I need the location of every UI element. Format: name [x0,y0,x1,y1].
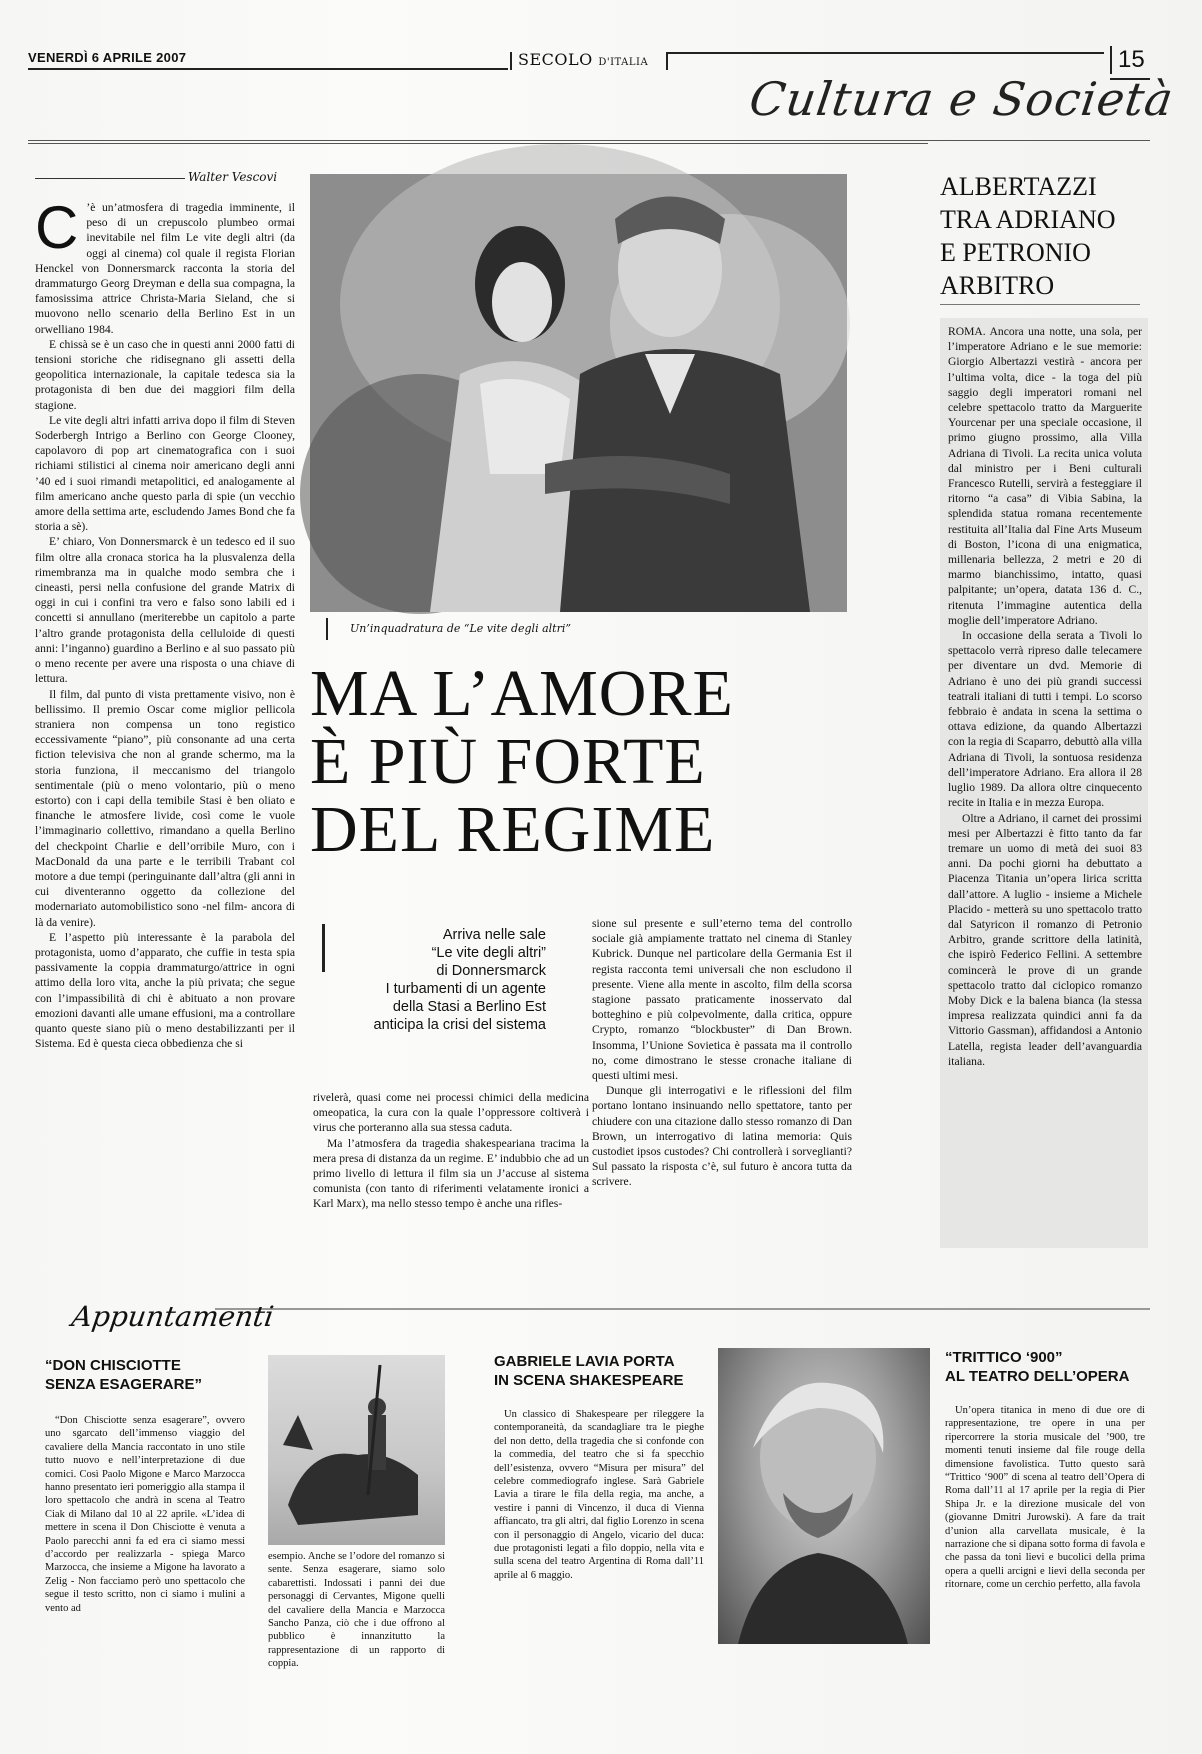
sidebar-headline-line: ALBERTAZZI [940,172,1097,201]
appointment-paragraph: Un’opera titanica in meno di due ore di rappresentazione, tre opere in una per ripercorrere la storia musicale del ’900, tre momenti tenuti insieme dal file rouge della dimensione favolistica. Tutto questo sarà “Trittico ‘900” di scena al teatro dell’Opera di Roma dall’11 al 17 aprile per la regia di Pier Shipa Jr. e la direzione musicale del von (giovanne Dmitri Jurowski). A fare da trait d’union alla carvellata musicale, è la narrazione che si dipana sotto forma di favola e che passa da toni lievi e bucolici della prima opera a quelli arcigni e lievi della seconda per ritornare, come un cerchio perfetto, alla favola [945,1405,1145,1591]
appointment-paragraph: Un classico di Shakespeare per rileggere la contemporaneità, da scandagliare tra le pieghe del non detto, della tragedia che si confonde con la commedia, del teatro che si fa specchio dell’esistenza, ovvero “Misura per misura” del celebre commediografo inglese. Sarà Gabriele Lavia a tirare le fila della regia, ma anche, a vestire i panni di Vincenzo, il duca di Vienna affiancato, tra gli altri, dal figlio Lorenzo in scena con il personaggio di Angelo, vicario del duca: due protagonisti legati a filo doppio, nella vita e sulla scena del teatro Argentina di Roma dall’11 aprile al 6 maggio. [494,1409,704,1581]
don-chisciotte-illustration [268,1355,445,1545]
article-paragraph: Il film, dal punto di vista prettamente visivo, non è bellissimo. Il premio Oscar come miglior pellicola straniera non compensa un tono registico eccessivamente “piano”, più consonante ad una certa fiction televisiva che non al grande schermo, ma la storia funziona, il meccanismo del triangolo sentimentale (più o meno volontario, più o meno estorto) con i capi della temibile Stasi è ben oliato e finanche le atmosfere livide, così come le vuole l’immaginario collettivo, rimandano a quella Berlino del checkpoint Charlie e dell’orribile Muro, con i MacDonald da una parte e le terribili Trabant col motore a due tempi (peringuinante dall’altra (gli anni in cui diventeranno oggetto da collezione del modernariato automobilistico sono -nel film- ancora di là da venire). [35,687,295,929]
deck-line: “Le vite degli altri” [431,945,546,961]
article-paragraph: rivelerà, quasi come nei processi chimici della medicina omeopatica, la cura con la quale l’oppressore coltiverà i virus che porteranno alla sua stessa caduta. [313,1091,589,1135]
byline: Walter Vescovi [188,170,278,184]
deck-line: della Stasi a Berlino Est [392,999,546,1015]
page-number: 15 [1110,46,1145,74]
deck-line: Arriva nelle sale [442,927,546,943]
header-divider-2 [666,52,668,70]
issue-date: VENERDÌ 6 APRILE 2007 [28,50,187,65]
section-rule [28,140,1150,141]
appointment-text-3 [945,1404,1145,1644]
article-paragraph: ’è un’atmosfera di tragedia imminente, il peso di un crepuscolo plumbeo ormai inevitabile nel film Le vite degli altri (da oggi al cinema) col quale il regista Florian Henckel von Donnersmarck racconta la storia del drammaturgo Georg Dreyman e della sua compagna, la famosissima attrice Christa-Maria Sieland, che si muovono nello scenario della Berlino Est in un orwelliano 1984. [35,201,295,336]
article-paragraph: Le vite degli altri infatti arriva dopo il film di Steven Soderbergh Intrigo a Berlino con George Clooney, capolavoro di pop art cinematografica con i suoi richiami stilistici al cinema noir americano degli anni ’40 ed i suoi rimandi metapolitici, ed analogamente al film americano anche questo parla di spie (un vecchio amore della settima arte, escludendo James Bond che fa storia a sè). [35,413,295,534]
appointment-title-1 [45,1356,245,1394]
sidebar-headline-line: TRA ADRIANO [940,205,1116,234]
appointment-text-1b [268,1550,445,1670]
appointment-paragraph: esempio. Anche se l’odore del romanzo si sente. Senza esagerare, siamo solo cabarettisti. Indossati i panni dei due personaggi di Cervantes, Migone quelli del cavaliere della Mancia e Marzocca Sancho Panza, ciò che i due offrono al pubblico è innanzitutto la rappresentazione di un rapporto di coppia. [268,1551,445,1670]
gabriele-lavia-photo [718,1348,930,1644]
deck-line: di Donnersmarck [436,963,546,979]
sidebar-article [940,318,1148,1248]
newspaper-masthead [518,50,648,69]
appointment-title-line: AL TEATRO DELL’OPERA [945,1368,1130,1385]
gabriele-lavia-illustration [718,1348,930,1644]
sidebar-headline-line: ARBITRO [940,271,1055,300]
caption-bar [326,618,328,640]
deck-line: I turbamenti di un agente [385,981,546,997]
masthead-name: SECOLO [518,50,593,69]
article-paragraph: E chissà se è un caso che in questi anni 2000 fatti di tensioni storiche che ridisegnano gli assetti della geopolitica internazionale, la capitale tedesca sia la protagonista di ben due dei maggiori film della stagione. [35,337,295,412]
header-divider [510,52,512,70]
appointment-paragraph: “Don Chisciotte senza esagerare”, ovvero uno sgarcato dell’immenso viaggio del cavaliere della Mancia raccontato in uno stile tutto nuovo e nell’interpretazione di due comici. Così Paolo Migone e Marco Marzocca hanno presentato ieri pomeriggio alla stampa il loro spettacolo che andrà in scena al Teatro Ciak di Milano dal 10 al 22 aprile. «L’idea di mettere in scena il Don Chisciotte è venuta a Paolo parecchi anni fa ed era ci siamo messi d’accordo per realizzarla - spiega Marco Marzocca, che insieme a Migone ha lavorato a Zelig - Non facciamo però uno spettacolo che segue il testo scritto, non ci siamo i mulini a vento ad [45,1415,245,1614]
sidebar-paragraph: Oltre a Adriano, il carnet dei prossimi mesi per Albertazzi è fitto tanto da far tremare un uomo di metà dei suoi 83 anni. Da pochi giorni ha debuttato a Piacenza Titania un’opera lirica scritta dall’attore. A luglio - insieme a Michele Placido - metterà su uno spettacolo tratto dal Satyricon il romanzo di Petronio Arbitro, grande scrittore della latinità, che ispirò Federico Fellini. A settembre comincerà le prove di un grande spettacolo tratto dal ciclopico romanzo Moby Dick e la balena bianca (la stessa impresa realizzata quindici anni fa da Vittorio Gassman), affidandosi a Antonio Latella, regista leader dell’avanguardia italiana. [948,811,1142,1068]
appointment-title-line: GABRIELE LAVIA PORTA [494,1353,675,1370]
drop-cap: C [35,194,79,261]
section-rule-2 [28,143,928,144]
headline-line: MA L’AMORE [310,657,734,730]
headline-line: È PIÙ FORTE [310,725,706,798]
appuntamenti-label: Appuntamenti [69,1300,276,1333]
article-paragraph: E’ chiaro, Von Donnersmarck è un tedesco ed il suo film oltre alla cronaca storica ha la plusvalenza della rimembranza ma in qualche modo sembra che i cineasti, persi nella confusione del grande Matrix di oggi in cui i confini tra vero e falso sono labili ed i concetti si annullano (meriterebbe un capitolo a parte l’altro grande protagonista della celluloide di questi anni: l’inganno) guardino a Berlino e al suo passato più o meno recente per avere una risposta o una chiave di lettura. [35,535,295,686]
don-chisciotte-photo [268,1355,445,1545]
appuntamenti-rule [215,1308,1150,1310]
appointment-title-line: IN SCENA SHAKESPEARE [494,1372,684,1389]
article-column-2 [313,1090,589,1260]
header-rule-right [668,52,1104,54]
article-paragraph: Ma l’atmosfera da tragedia shakespeariana tracima la mera presa di distanza da un regime. E’ indubbio che ad un primo livello di lettura il film sia un J’accuse al sistema comunista (con tanto di riferimenti velatamente ironici a Karl Marx), ma nello stesso tempo è anche una rifles- [313,1136,589,1211]
appointment-title-line: “DON CHISCIOTTE [45,1357,181,1374]
film-still-photo [310,174,847,612]
appointment-title-2 [494,1352,704,1390]
section-title: Cultura e Società [746,72,1178,126]
article-column-3 [592,916,852,1256]
headline-line: DEL REGIME [310,793,716,866]
appointment-text-1 [45,1414,245,1664]
article-paragraph: sione sul presente e sull’eterno tema del controllo sociale già ampiamente trattato nel cinema di Stanley Kubrick. Dunque nel particolare della Germania Est il regista racconta temi universali che non escludono il presente. Viene alla mente in ascolto, film della scorsa stagione passato praticamente inosservato dal botteghino e più colpevolmente, dalla critica, oppure Crypto, romanzo “blockbuster” di Dan Brown. Insomma, l’Unione Sovietica è passata ma il controllo no, come dimostrano le stesse cronache italiane di questi ultimi mesi. [592,917,852,1083]
main-headline [310,657,734,866]
article-column-1 [35,194,295,1264]
appointment-title-line: SENZA ESAGERARE” [45,1376,202,1393]
sidebar-paragraph: ROMA. Ancora una notte, una sola, per l’imperatore Adriano e le sue memorie: Giorgio Albertazzi vestirà - ancora per l’ultima volta, dice - la toga del più saggio degli imperatori romani nel celebre spettacolo tratto da Marguerite Yourcenar per una speciale occasione, il primo giugno prossimo, alla Villa Adriana di Tivoli. La recita unica voluta dal ministro per i Beni culturali Francesco Rutelli, servirà a festeggiare il ritorno “a casa” di Vibia Sabina, la splendida statua romana recentemente restituita all’Italia dal Fine Arts Museum di Boston, l’icona di una enigmatica, millenaria bellezza, 2 metri e 20 di marmo bianchissimo, intatto, quasi palpitante; un’opera, datata 136 d. C., ritenuta l’immagine autentica della moglie dell’imperatore Adriano. [948,325,1142,627]
article-paragraph: Dunque gli interrogativi e le riflessioni del film portano lontano insinuando nello spettatore, tanto per chiudere con una citazione dallo stesso romanzo di Dan Brown, un interrogativo di latina memoria: Quis custodiet ipsos custodes? Chi controllerà i sorveglianti? Sul passato la risposta c’è, sul futuro è ancora tutta da scrivere. [592,1084,852,1189]
sidebar-paragraph: In occasione della serata a Tivoli lo spettacolo verrà ripreso dalle telecamere per diventare un dvd. Memorie di Adriano è uno dei più grandi successi teatrali italiani di tutti i tempi. Lo scorso febbraio è andata in scena la settima o ottava edizione, da quando Albertazzi con la regia di Scaparro, debuttò alla villa Adriana di Tivoli, la sontuosa residenza dell’imperatore Adriano. Era allora il 28 luglio 1989. Da allora oltre cinquecento recite in Italia e in mezza Europa. [948,629,1142,810]
appointment-title-3 [945,1348,1145,1386]
sidebar-headline-line: E PETRONIO [940,238,1091,267]
article-paragraph: E l’aspetto più interessante è la parabola del protagonista, uomo d’apparato, che cuffie in testa spia passivamente la coppia drammaturgo/attrice in ogni attimo della loro vita, anche la più privata; che segue con l’impassibilità di chi è abituato a non provare emozioni davanti alle umane effusioni, ma a controllare quanto queste siano più o meno destabilizzanti per il Sistema. Ed è questa cieca obbedienza che si [35,930,295,1051]
sidebar-headline [940,170,1116,302]
deck-line: anticipa la crisi del sistema [373,1017,546,1033]
byline-rule [35,178,185,179]
masthead-suffix: D'ITALIA [598,57,649,68]
appointment-text-2 [494,1408,704,1628]
photo-caption: Un’inquadratura de “Le vite degli altri” [350,622,571,635]
film-still-illustration [310,174,847,612]
header-rule-left [28,68,508,70]
article-deck [318,926,546,1034]
sidebar-rule [940,304,1140,305]
appointment-title-line: “TRITTICO ‘900” [945,1349,1063,1366]
